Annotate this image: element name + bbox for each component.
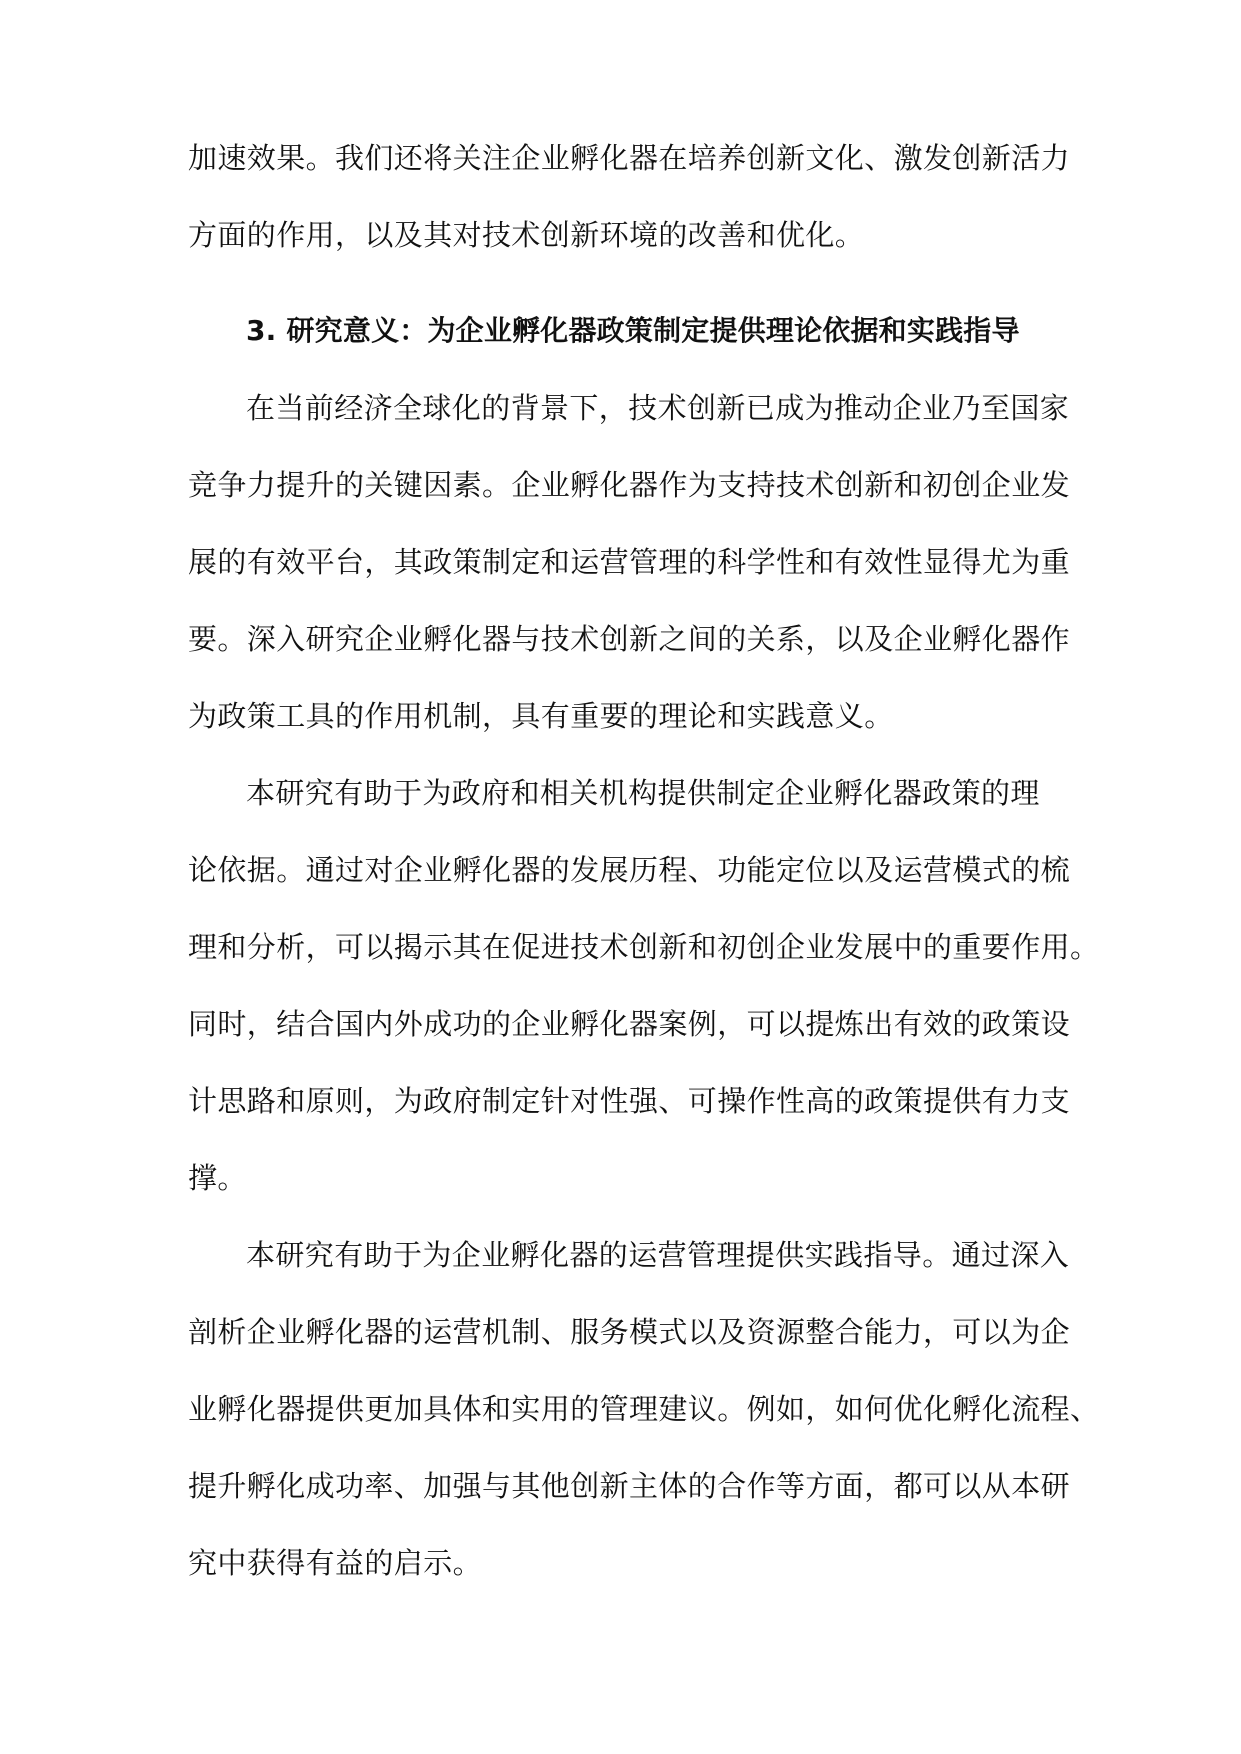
para1-line-1: 在当前经济全球化的背景下，技术创新已成为推动企业乃至国家: [246, 391, 1070, 425]
para2-line-5: 计思路和原则，为政府制定针对性强、可操作性高的政策提供有力支: [188, 1084, 1071, 1118]
para1-line-2: 竞争力提升的关键因素。企业孵化器作为支持技术创新和初创企业发: [188, 468, 1071, 502]
para3-line-3: 业孵化器提供更加具体和实用的管理建议。例如，如何优化孵化流程、: [188, 1392, 1100, 1426]
para2-line-2: 论依据。通过对企业孵化器的发展历程、功能定位以及运营模式的梳: [188, 853, 1071, 887]
section-heading: 3. 研究意义：为企业孵化器政策制定提供理论依据和实践指导: [246, 314, 1020, 347]
para1-line-3: 展的有效平台，其政策制定和运营管理的科学性和有效性显得尤为重: [188, 545, 1071, 579]
para3-line-4: 提升孵化成功率、加强与其他创新主体的合作等方面，都可以从本研: [188, 1469, 1071, 1503]
intro-line-1: 加速效果。我们还将关注企业孵化器在培养创新文化、激发创新活力: [188, 141, 1071, 175]
para3-line-2: 剖析企业孵化器的运营机制、服务模式以及资源整合能力，可以为企: [188, 1315, 1071, 1349]
para2-line-4: 同时，结合国内外成功的企业孵化器案例，可以提炼出有效的政策设: [188, 1007, 1071, 1041]
document-body: [188, 138, 1100, 1583]
para2-line-1: 本研究有助于为政府和相关机构提供制定企业孵化器政策的理: [246, 776, 1040, 810]
para1-line-5: 为政策工具的作用机制，具有重要的理论和实践意义。: [188, 699, 894, 733]
para3-line-5: 究中获得有益的启示。: [188, 1546, 483, 1580]
para3-line-1: 本研究有助于为企业孵化器的运营管理提供实践指导。通过深入: [246, 1238, 1070, 1272]
para2-line-6: 撑。: [188, 1161, 247, 1195]
para2-line-3: 理和分析，可以揭示其在促进技术创新和初创企业发展中的重要作用。: [188, 930, 1100, 964]
intro-line-2: 方面的作用，以及其对技术创新环境的改善和优化。: [188, 218, 865, 252]
para1-line-4: 要。深入研究企业孵化器与技术创新之间的关系，以及企业孵化器作: [188, 622, 1071, 656]
